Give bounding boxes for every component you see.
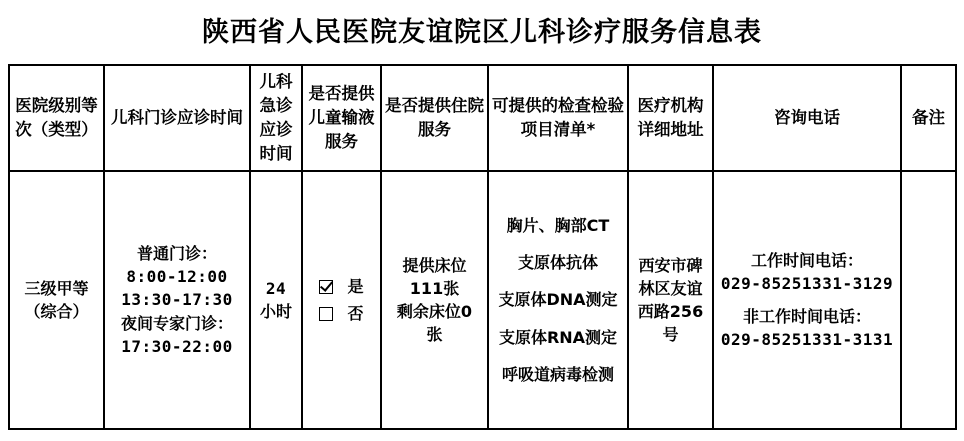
exam-item: 呼吸道病毒检测 [501,364,614,384]
inpatient-line-4: 张 [426,325,443,345]
page-title: 陕西省人民医院友谊院区儿科诊疗服务信息表 [202,17,762,48]
header-clinic-hours: 儿科门诊应诊时间 [104,65,250,171]
clinic-afternoon-hours: 13:30-17:30 [121,290,233,310]
emergency-hours-value: 24 [265,278,287,298]
address-line-2: 林区友谊 [638,278,703,298]
header-remarks: 备注 [901,65,956,171]
cell-remarks [901,171,956,429]
infusion-yes-label: 是 [347,276,364,296]
emergency-hours-unit: 小时 [259,302,292,321]
header-inpatient: 是否提供住院服务 [381,65,488,171]
clinic-regular-label: 普通门诊： [136,244,217,264]
header-phone: 咨询电话 [713,65,901,171]
cell-inpatient [381,171,488,429]
empty-checkbox-icon [319,307,333,321]
cell-emergency-hours [250,171,302,429]
work-phone-label: 工作时间电话： [750,250,863,270]
level-text: 三级甲等 [24,278,89,298]
cell-clinic-hours [104,171,250,429]
offwork-phone-label: 非工作时间电话： [742,307,871,326]
work-phone-number: 029-85251331-3129 [720,273,894,293]
exam-item: 支原体DNA测定 [498,290,618,310]
checked-checkbox-icon [319,280,333,294]
clinic-night-hours: 17:30-22:00 [121,336,233,356]
cell-exams [488,171,628,429]
cell-infusion [302,171,381,429]
table-row [9,171,956,429]
exam-item: 支原体抗体 [517,253,598,273]
inpatient-line-3: 剩余床位0 [396,302,473,321]
address-line-4: 号 [662,325,679,345]
clinic-morning-hours: 8:00-12:00 [126,267,228,287]
address-line-3: 西路256 [637,302,704,321]
header-infusion: 是否提供儿童输液服务 [302,65,381,171]
inpatient-line-2: 111张 [409,278,460,298]
infusion-no-label: 否 [347,304,364,323]
cell-phone [713,171,901,429]
level-type: （综合） [24,302,89,321]
infusion-option-no [305,302,378,325]
header-row [9,65,956,171]
clinic-night-label: 夜间专家门诊： [120,313,233,333]
header-address: 医疗机构详细地址 [628,65,713,171]
offwork-phone-number: 029-85251331-3131 [720,330,894,350]
inpatient-line-1: 提供床位 [402,255,467,275]
infusion-option-yes [305,275,378,298]
header-exams: 可提供的检查检验项目清单* [488,65,628,171]
exam-item: 胸片、胸部CT [506,216,610,236]
exam-item: 支原体RNA测定 [498,327,618,347]
header-level: 医院级别等次（类型） [9,65,104,171]
header-emergency-hours: 儿科急诊应诊时间 [250,65,302,171]
cell-address [628,171,713,429]
info-table [8,64,957,430]
cell-level [9,171,104,429]
address-line-1: 西安市碑 [638,255,703,275]
